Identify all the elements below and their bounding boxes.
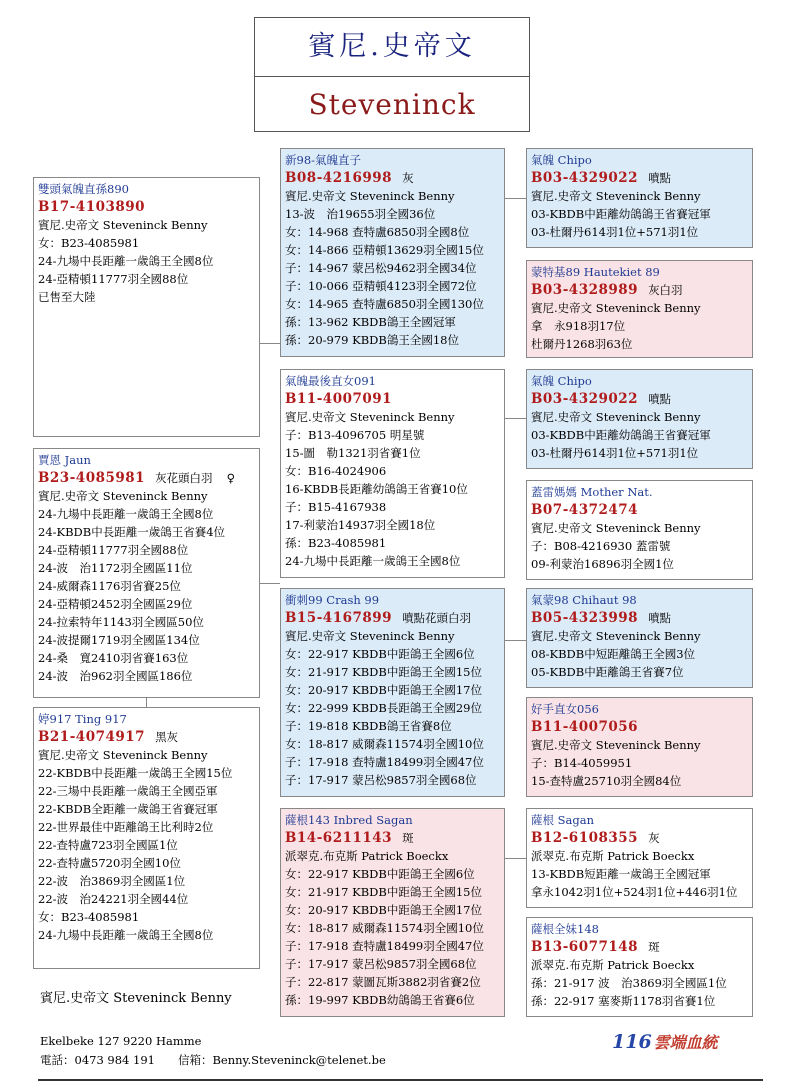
achievement-line: 09-利蒙治16896羽全國1位 — [531, 557, 674, 571]
pigeon-name: 新98-氣魄直子 — [285, 153, 362, 167]
achievement-line: 24-九場中長距離一歲鴿王全國8位 — [38, 928, 214, 942]
pedigree-card-dam-dam-sire — [526, 808, 753, 908]
pigeon-name: 雙頭氣魄直孫890 — [38, 182, 129, 196]
achievement-line: 15-圖 勒1321羽省賽1位 — [285, 446, 421, 460]
achievement-line: 派翠克.布克斯 Patrick Boeckx — [285, 849, 449, 863]
achievement-line: 22-查特盧5720羽全國10位 — [38, 856, 181, 870]
connector-line — [146, 698, 147, 707]
pedigree-card-dam-dam — [33, 707, 260, 969]
achievement-line: 24-波提爾1719羽全國區134位 — [38, 633, 200, 647]
achievement-line: 派翠克.布克斯 Patrick Boeckx — [531, 849, 695, 863]
ring-row — [531, 169, 748, 187]
achievement-line: 孫：B23-4085981 — [285, 536, 387, 550]
ring-number: B03-4329022 — [531, 170, 639, 186]
sex-symbol: ♀ — [226, 471, 235, 485]
ring-number: B12-6108355 — [531, 830, 639, 846]
pigeon-name: 氣魄 Chipo — [531, 153, 592, 167]
ring-number: B08-4216998 — [285, 170, 393, 186]
ring-number: B11-4007091 — [285, 391, 393, 407]
pigeon-color: 噴點 — [648, 171, 672, 185]
achievement-line: 22-KBDB中長距離一歲鴿王全國15位 — [38, 766, 233, 780]
pigeon-color: 斑 — [402, 831, 414, 845]
ring-number: B13-6077148 — [531, 939, 639, 955]
achievement-line: 子：B13-4096705 明星號 — [285, 428, 425, 442]
achievement-line: 女：22-917 KBDB中距鴿王全國6位 — [285, 867, 475, 881]
achievement-line: 22-KBDB全距離一歲鴿王省賽冠軍 — [38, 802, 218, 816]
pigeon-name: 薩根全妹148 — [531, 922, 599, 936]
ring-number: B23-4085981 — [38, 470, 146, 486]
pedigree-card-sire-grandsire — [526, 148, 753, 248]
achievement-line: 子：17-918 查特盧18499羽全國47位 — [285, 939, 484, 953]
ring-row — [38, 728, 255, 746]
pigeon-name: 氣魄最後直女091 — [285, 374, 376, 388]
achievement-line: 17-利蒙治14937羽全國18位 — [285, 518, 436, 532]
achievement-line: 子：17-917 蒙呂松9857羽全國68位 — [285, 773, 477, 787]
achievement-line: 賓尼.史帝文 Steveninck Benny — [531, 521, 701, 535]
connector-line — [505, 198, 526, 199]
ring-row — [38, 198, 255, 216]
pigeon-color: 灰白羽 — [648, 283, 683, 297]
achievement-line: 03-KBDB中距離幼鴿鴿王省賽冠軍 — [531, 428, 711, 442]
ring-row — [285, 390, 500, 408]
ring-number: B15-4167899 — [285, 610, 393, 626]
achievement-line: 24-威爾森1176羽省賽25位 — [38, 579, 181, 593]
achievement-line: 孫：20-979 KBDB鴿王全國18位 — [285, 333, 459, 347]
ring-row — [38, 469, 255, 487]
achievement-line: 22-查特盧723羽全國區1位 — [38, 838, 178, 852]
achievement-line: 24-拉索特年1143羽全國區50位 — [38, 615, 204, 629]
pigeon-name: 賈恩 Jaun — [38, 453, 91, 467]
pigeon-name: 氣魄 Chipo — [531, 374, 592, 388]
ring-row — [531, 609, 748, 627]
achievement-line: 05-KBDB中距離鴿王省賽7位 — [531, 665, 684, 679]
achievement-line: 女：14-965 查特盧6850羽全國130位 — [285, 297, 484, 311]
pedigree-card-dam-sire — [280, 588, 505, 797]
pedigree-card-dam-dam-pair — [280, 808, 505, 1017]
ring-row — [285, 169, 500, 187]
ring-row — [531, 829, 748, 847]
achievement-line: 子：14-967 蒙呂松9462羽全國34位 — [285, 261, 477, 275]
achievement-line: 22-波 治3869羽全國區1位 — [38, 874, 186, 888]
pigeon-name: 薩根 Sagan — [531, 813, 595, 827]
title-box — [254, 17, 530, 132]
connector-line — [260, 583, 280, 584]
ring-row — [285, 829, 500, 847]
achievement-line: 女：20-917 KBDB中距鴿王全國17位 — [285, 903, 482, 917]
breeder-signature: 賓尼.史帝文 Steveninck Benny — [40, 991, 232, 1006]
achievement-line: 女：20-917 KBDB中距鴿王全國17位 — [285, 683, 482, 697]
achievement-line: 女：B23-4085981 — [38, 236, 140, 250]
achievement-line: 24-波 治1172羽全國區11位 — [38, 561, 193, 575]
achievement-line: 孫：13-962 KBDB鴿王全國冠軍 — [285, 315, 456, 329]
achievement-line: 子：22-817 蒙圖瓦斯3882羽省賽2位 — [285, 975, 481, 989]
achievement-line: 女：22-999 KBDB長距鴿王全國29位 — [285, 701, 482, 715]
achievement-line: 賓尼.史帝文 Steveninck Benny — [285, 629, 455, 643]
pigeon-color: 灰 — [648, 831, 660, 845]
achievement-line: 女：21-917 KBDB中距鴿王全國15位 — [285, 885, 482, 899]
achievement-line: 已售至大陸 — [38, 290, 96, 304]
achievement-line: 賓尼.史帝文 Steveninck Benny — [38, 748, 208, 762]
pigeon-name: 好手直女056 — [531, 702, 599, 716]
achievement-line: 女：21-917 KBDB中距鴿王全國15位 — [285, 665, 482, 679]
achievement-line: 16-KBDB長距離幼鴿鴿王省賽10位 — [285, 482, 468, 496]
achievement-line: 24-KBDB中長距離一歲鴿王省賽4位 — [38, 525, 226, 539]
pedigree-card-dam — [33, 448, 260, 698]
achievement-line: 女：B23-4085981 — [38, 910, 140, 924]
achievement-line: 22-三場中長距離一歲鴿王全國亞軍 — [38, 784, 218, 798]
bottom-divider — [38, 1079, 763, 1081]
achievement-line: 子：B14-4059951 — [531, 756, 633, 770]
ring-row — [531, 938, 748, 956]
ring-number: B17-4103890 — [38, 199, 146, 215]
breeder-name-chinese: 賓尼.史帝文 — [255, 18, 529, 77]
achievement-line: 派翠克.布克斯 Patrick Boeckx — [531, 958, 695, 972]
pigeon-name: 蒙特基89 Hautekiet 89 — [531, 265, 660, 279]
ring-row — [531, 718, 748, 736]
ring-row — [531, 281, 748, 299]
pigeon-name: 衝刺99 Crash 99 — [285, 593, 380, 607]
achievement-line: 女：22-917 KBDB中距鴿王全國6位 — [285, 647, 475, 661]
ring-row — [531, 390, 748, 408]
ring-number: B11-4007056 — [531, 719, 639, 735]
pigeon-color: 斑 — [648, 940, 660, 954]
achievement-line: 孫：19-997 KBDB幼鴿鴿王省賽6位 — [285, 993, 475, 1007]
achievement-line: 賓尼.史帝文 Steveninck Benny — [285, 189, 455, 203]
pedigree-card-subject — [33, 177, 260, 437]
achievement-line: 13-波 治19655羽全國36位 — [285, 207, 436, 221]
achievement-line: 杜爾丹1268羽63位 — [531, 337, 633, 351]
achievement-line: 孫：22-917 塞麥斯1178羽省賽1位 — [531, 994, 716, 1008]
achievement-line: 子：B15-4167938 — [285, 500, 387, 514]
achievement-line: 22-世界最佳中距離鴿王比利時2位 — [38, 820, 214, 834]
ring-number: B03-4328989 — [531, 282, 639, 298]
pigeon-color: 噴點 — [648, 392, 672, 406]
ring-number: B21-4074917 — [38, 729, 146, 745]
achievement-line: 子：B08-4216930 蓋雷號 — [531, 539, 671, 553]
breeder-name-english: Steveninck — [308, 88, 476, 121]
pigeon-color: 噴點 — [648, 611, 672, 625]
connector-line — [260, 343, 280, 344]
achievement-line: 賓尼.史帝文 Steveninck Benny — [38, 489, 208, 503]
achievement-line: 15-查特盧25710羽全國84位 — [531, 774, 682, 788]
pigeon-name: 薩根143 Inbred Sagan — [285, 813, 413, 827]
achievement-line: 08-KBDB中短距離鴿王全國3位 — [531, 647, 696, 661]
achievement-line: 賓尼.史帝文 Steveninck Benny — [531, 301, 701, 315]
achievement-line: 24-波 治962羽全國區186位 — [38, 669, 193, 683]
achievement-line: 賓尼.史帝文 Steveninck Benny — [285, 410, 455, 424]
pigeon-name: 氣蒙98 Chihaut 98 — [531, 593, 637, 607]
achievement-line: 24-亞精頓2452羽全國區29位 — [38, 597, 193, 611]
achievement-line: 賓尼.史帝文 Steveninck Benny — [531, 410, 701, 424]
pedigree-card-sire — [280, 148, 505, 357]
achievement-line: 子：17-917 蒙呂松9857羽全國68位 — [285, 957, 477, 971]
achievement-line: 女：B16-4024906 — [285, 464, 387, 478]
achievement-line: 子：17-918 查特盧18499羽全國47位 — [285, 755, 484, 769]
achievement-line: 拿永1042羽1位+524羽1位+446羽1位 — [531, 885, 738, 899]
achievement-line: 03-杜爾丹614羽1位+571羽1位 — [531, 446, 699, 460]
logo-text: 雲端血統 — [653, 1033, 718, 1052]
achievement-line: 賓尼.史帝文 Steveninck Benny — [531, 738, 701, 752]
pigeon-name: 婷917 Ting 917 — [38, 712, 127, 726]
achievement-line: 03-KBDB中距離幼鴿鴿王省賽冠軍 — [531, 207, 711, 221]
pedigree-card-dam-dam-dam — [526, 917, 753, 1017]
pedigree-card-dam-grandsire — [526, 369, 753, 469]
contact-text: 電話：0473 984 191 信箱：Benny.Steveninck@telenet.be — [40, 1053, 386, 1067]
pedigree-card-dam-sire-dam — [526, 697, 753, 797]
pigeon-color: 黑灰 — [155, 730, 179, 744]
achievement-line: 子：19-818 KBDB鴿王省賽8位 — [285, 719, 452, 733]
achievement-line: 孫：21-917 波 治3869羽全國區1位 — [531, 976, 727, 990]
achievement-line: 24-九場中長距離一歲鴿王全國8位 — [285, 554, 461, 568]
connector-line — [505, 858, 526, 859]
achievement-line: 賓尼.史帝文 Steveninck Benny — [531, 189, 701, 203]
ring-row — [285, 609, 500, 627]
achievement-line: 賓尼.史帝文 Steveninck Benny — [38, 218, 208, 232]
achievement-line: 24-亞精頓11777羽全國88位 — [38, 272, 189, 286]
achievement-line: 女：14-968 查特盧6850羽全國8位 — [285, 225, 470, 239]
achievement-line: 24-桑 寬2410羽省賽163位 — [38, 651, 189, 665]
achievement-line: 13-KBDB短距離一歲鴿王全國冠軍 — [531, 867, 711, 881]
connector-line — [505, 640, 526, 641]
pigeon-color: 灰 — [402, 171, 414, 185]
ring-row — [531, 501, 748, 519]
pedigree-card-sire-dam — [280, 369, 505, 578]
pigeon-color: 噴點花頭白羽 — [402, 611, 472, 625]
connector-line — [505, 418, 526, 419]
pedigree-card-dam-granddam — [526, 480, 753, 580]
achievement-line: 女：18-817 威爾森11574羽全國10位 — [285, 737, 484, 751]
logo-number: 116 — [612, 1031, 652, 1053]
achievement-line: 子：10-066 亞精頓4123羽全國72位 — [285, 279, 477, 293]
achievement-line: 24-九場中長距離一歲鴿王全國8位 — [38, 254, 214, 268]
achievement-line: 24-亞精頓11777羽全國88位 — [38, 543, 189, 557]
pigeon-name: 蓋雷媽媽 Mother Nat. — [531, 485, 653, 499]
achievement-line: 拿 永918羽17位 — [531, 319, 626, 333]
achievement-line: 22-波 治24221羽全國44位 — [38, 892, 189, 906]
contact-block — [40, 1032, 386, 1070]
achievement-line: 女：18-817 威爾森11574羽全國10位 — [285, 921, 484, 935]
address-text: Ekelbeke 127 9220 Hamme — [40, 1034, 202, 1048]
achievement-line: 女：14-866 亞精頓13629羽全國15位 — [285, 243, 484, 257]
achievement-line: 03-杜爾丹614羽1位+571羽1位 — [531, 225, 699, 239]
achievement-line: 24-九場中長距離一歲鴿王全國8位 — [38, 507, 214, 521]
achievement-line: 賓尼.史帝文 Steveninck Benny — [531, 629, 701, 643]
pedigree-card-sire-granddam — [526, 260, 753, 358]
ring-number: B14-6211143 — [285, 830, 393, 846]
ring-number: B07-4372474 — [531, 502, 639, 518]
brand-logo — [612, 1030, 718, 1053]
ring-number: B05-4323998 — [531, 610, 639, 626]
pigeon-color: 灰花頭白羽 — [155, 471, 213, 485]
pedigree-card-dam-sire-sire — [526, 588, 753, 688]
ring-number: B03-4329022 — [531, 391, 639, 407]
